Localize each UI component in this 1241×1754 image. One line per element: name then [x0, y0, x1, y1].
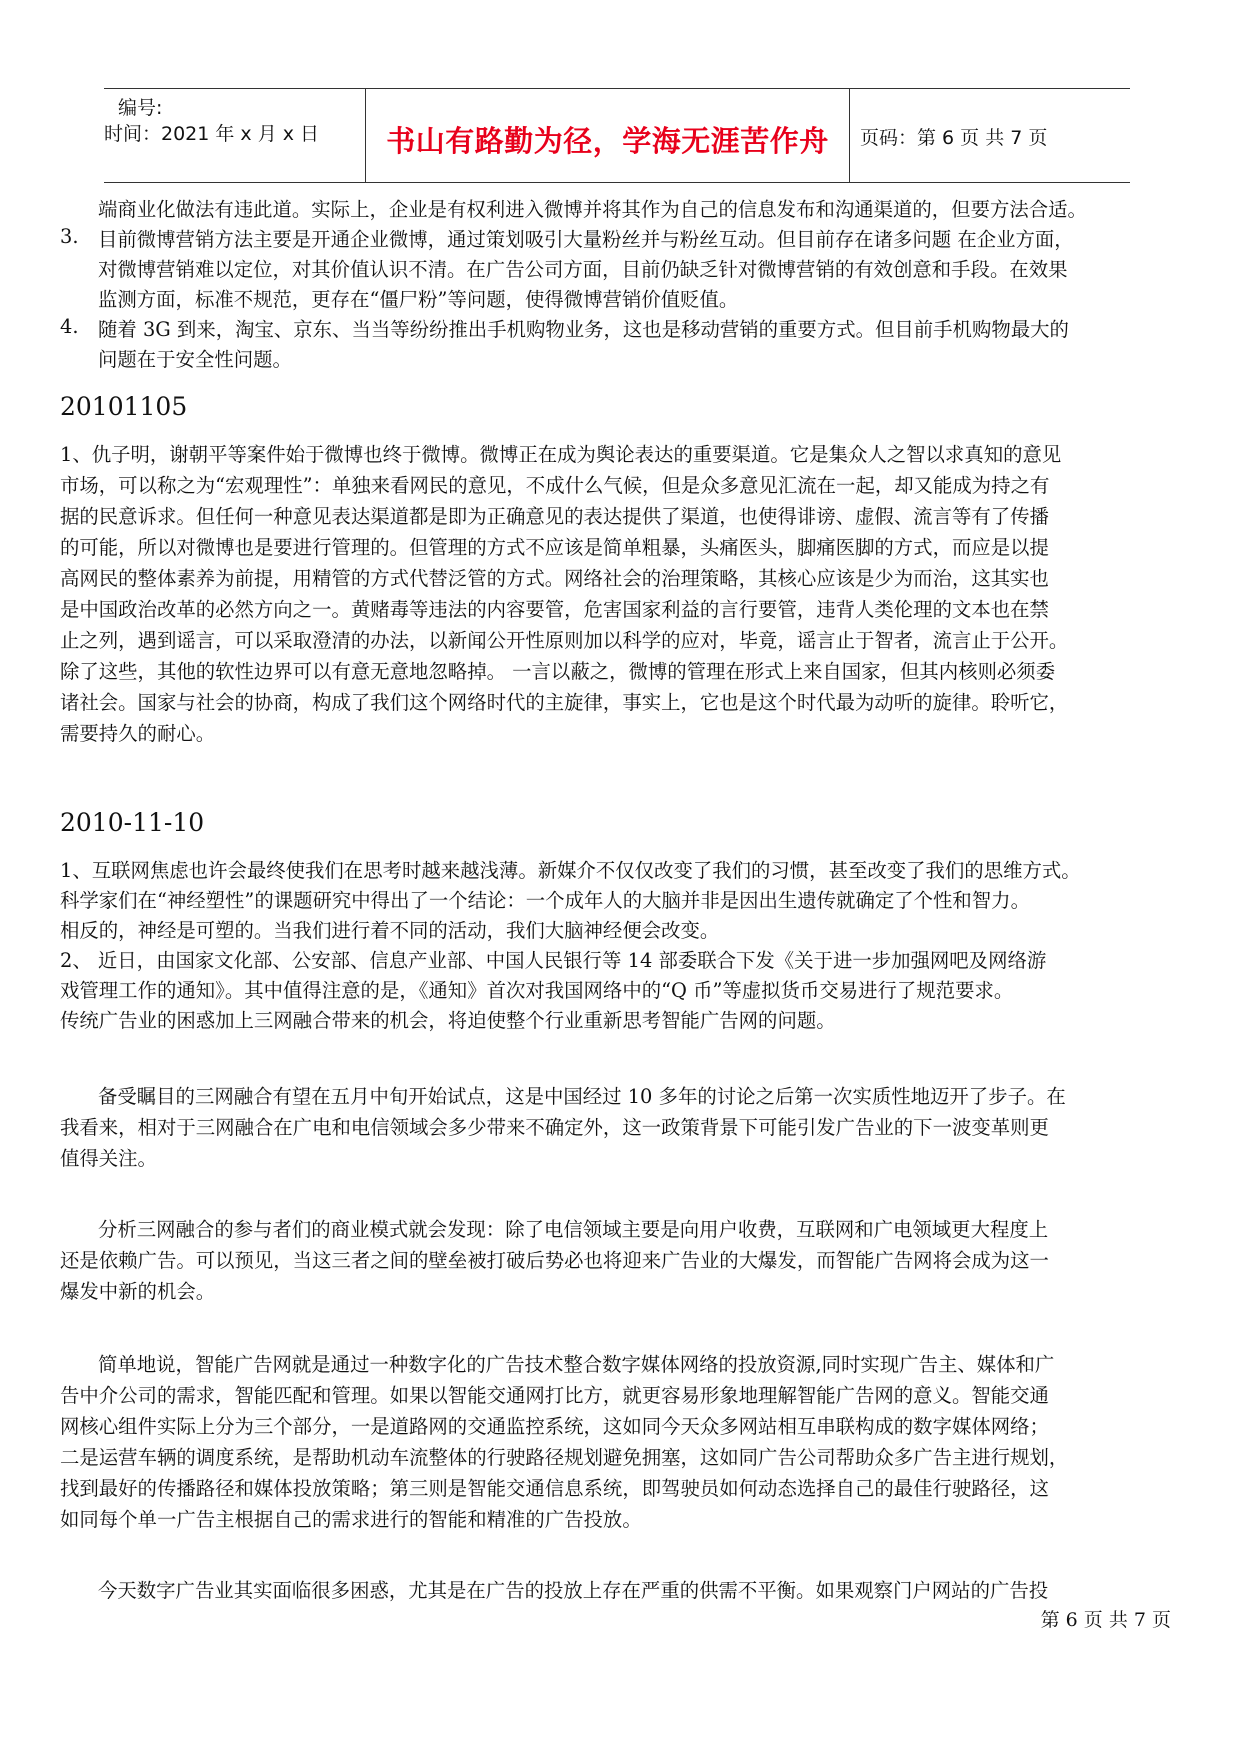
paragraph-line: 据的民意诉求。但任何一种意见表达渠道都是即为正确意见的表达提供了渠道，也使得诽谤、虚假、流言等有了传播: [60, 505, 1049, 528]
paragraph-line: 戏管理工作的通知》。其中值得注意的是，《通知》首次对我国网络中的“Q 币”等虚拟货币交易进行了规范要求。: [60, 979, 1014, 1002]
list-item-line: 随着 3G 到来，淘宝、京东、当当等纷纷推出手机购物业务，这也是移动营销的重要方式。但目前手机购物最大的: [98, 318, 1069, 341]
header-motto-cell: [365, 89, 850, 182]
paragraph-line: 找到最好的传播路径和媒体投放策略；第三则是智能交通信息系统，即驾驶员如何动态选择自己的最佳行驶路径，这: [60, 1477, 1049, 1500]
paragraph-line: 简单地说，智能广告网就是通过一种数字化的广告技术整合数字媒体网络的投放资源,同时实现广告主、媒体和广: [98, 1353, 1055, 1376]
paragraph-line: 分析三网融合的参与者们的商业模式就会发现：除了电信领域主要是向用户收费，互联网和广电领域更大程度上: [98, 1218, 1049, 1241]
paragraph-line: 今天数字广告业其实面临很多困惑，尤其是在广告的投放上存在严重的供需不平衡。如果观察门户网站的广告投: [98, 1579, 1049, 1602]
paragraph-line: 止之列，遇到谣言，可以采取澄清的办法，以新闻公开性原则加以科学的应对，毕竟，谣言止于智者，流言止于公开。: [60, 629, 1069, 652]
paragraph-line: 诸社会。国家与社会的协商，构成了我们这个网络时代的主旋律，事实上，它也是这个时代最为动听的旋律。聆听它，: [60, 691, 1069, 714]
header-right-cell: [848, 89, 1130, 182]
header-left-cell: [104, 89, 365, 182]
document-time-label: 时间：2021 年 x 月 x 日: [104, 123, 320, 145]
paragraph-line: 我看来，相对于三网融合在广电和电信领域会多少带来不确定外，这一政策背景下可能引发广告业的下一波变革则更: [60, 1116, 1049, 1139]
paragraph-line: 端商业化做法有违此道。实际上，企业是有权利进入微博并将其作为自己的信息发布和沟通渠道的，但要方法合适。: [98, 198, 1087, 221]
paragraph-line: 值得关注。: [60, 1147, 157, 1170]
paragraph-line: 告中介公司的需求，智能匹配和管理。如果以智能交通网打比方，就更容易形象地理解智能广告网的意义。智能交通: [60, 1384, 1049, 1407]
list-item-line: 对微博营销难以定位，对其价值认识不清。在广告公司方面，目前仍缺乏针对微博营销的有效创意和手段。在效果: [98, 258, 1068, 281]
paragraph-line: 相反的，神经是可塑的。当我们进行着不同的活动，我们大脑神经便会改变。: [60, 919, 720, 942]
paragraph-line: 如同每个单一广告主根据自己的需求进行的智能和精准的广告投放。: [60, 1508, 642, 1531]
page-header: [104, 88, 1130, 183]
list-number: 4.: [60, 315, 79, 338]
paragraph-line: 除了这些，其他的软性边界可以有意无意地忽略掉。 一言以蔽之，微博的管理在形式上来自国家，但其内核则必须委: [60, 660, 1056, 683]
document-number-label: 编号:: [118, 97, 163, 119]
header-motto: 书山有路勤为径，学海无涯苦作舟: [386, 124, 829, 158]
page-footer: 第 6 页 共 7 页: [1040, 1609, 1171, 1631]
paragraph-line: 传统广告业的困惑加上三网融合带来的机会，将迫使整个行业重新思考智能广告网的问题。: [60, 1009, 836, 1032]
list-number: 3.: [60, 225, 79, 248]
list-item-line: 问题在于安全性问题。: [98, 348, 292, 371]
header-page-label: 页码：第 6 页 共 7 页: [860, 127, 1048, 149]
paragraph-line: 1、仇子明，谢朝平等案件始于微博也终于微博。微博正在成为舆论表达的重要渠道。它是集众人之智以求真知的意见: [60, 443, 1062, 466]
section-date-heading: 2010-11-10: [60, 808, 205, 837]
paragraph-line: 的可能，所以对微博也是要进行管理的。但管理的方式不应该是简单粗暴，头痛医头，脚痛医脚的方式，而应是以提: [60, 536, 1049, 559]
list-item-line: 目前微博营销方法主要是开通企业微博，通过策划吸引大量粉丝并与粉丝互动。但目前存在诸多问题 在企业方面，: [98, 228, 1074, 251]
paragraph-line: 是中国政治改革的必然方向之一。黄赌毒等违法的内容要管，危害国家利益的言行要管，违背人类伦理的文本也在禁: [60, 598, 1049, 621]
section-date-heading: 20101105: [60, 392, 188, 421]
paragraph-line: 爆发中新的机会。: [60, 1280, 216, 1303]
paragraph-line: 科学家们在“神经塑性”的课题研究中得出了一个结论：一个成年人的大脑并非是因出生遗传就确定了个性和智力。: [60, 889, 1030, 912]
paragraph-line: 二是运营车辆的调度系统，是帮助机动车流整体的行驶路径规划避免拥塞，这如同广告公司帮助众多广告主进行规划，: [60, 1446, 1069, 1469]
paragraph-line: 需要持久的耐心。: [60, 722, 216, 745]
paragraph-line: 市场，可以称之为“宏观理性”：单独来看网民的意见，不成什么气候，但是众多意见汇流在一起，却又能成为持之有: [60, 474, 1050, 497]
list-item-line: 监测方面，标准不规范，更存在“僵尸粉”等问题，使得微博营销价值贬值。: [98, 288, 739, 311]
paragraph-line: 还是依赖广告。可以预见，当这三者之间的壁垒被打破后势必也将迎来广告业的大爆发，而智能广告网将会成为这一: [60, 1249, 1049, 1272]
paragraph-line: 网核心组件实际上分为三个部分，一是道路网的交通监控系统，这如同今天众多网站相互串联构成的数字媒体网络；: [60, 1415, 1049, 1438]
paragraph-line: 1、互联网焦虑也许会最终使我们在思考时越来越浅薄。新媒介不仅仅改变了我们的习惯，甚至改变了我们的思维方式。: [60, 859, 1081, 882]
paragraph-line: 备受瞩目的三网融合有望在五月中旬开始试点，这是中国经过 10 多年的讨论之后第一次实质性地迈开了步子。在: [98, 1085, 1066, 1108]
paragraph-line: 2、 近日，由国家文化部、公安部、信息产业部、中国人民银行等 14 部委联合下发《关于进一步加强网吧及网络游: [60, 949, 1047, 972]
paragraph-line: 高网民的整体素养为前提，用精管的方式代替泛管的方式。网络社会的治理策略，其核心应该是少为而治，这其实也: [60, 567, 1049, 590]
